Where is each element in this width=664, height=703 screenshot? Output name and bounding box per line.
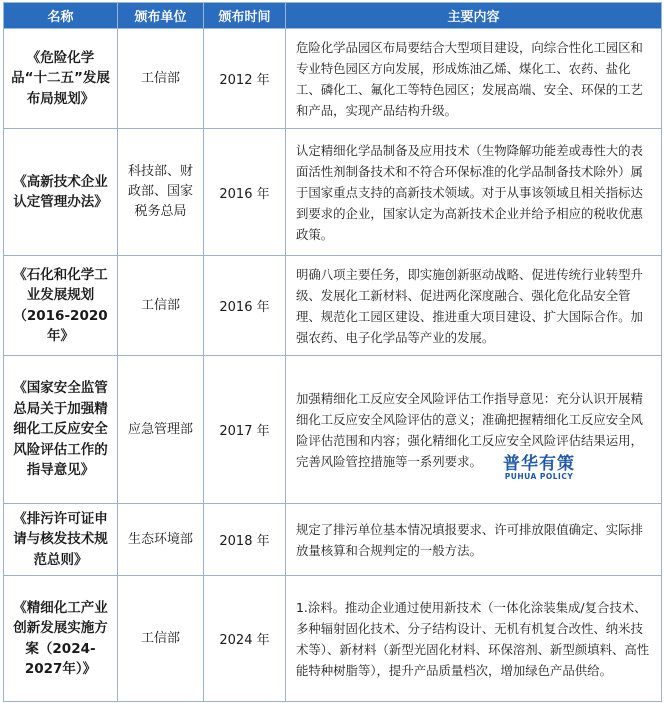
main-content: 认定精细化学品制备及应用技术（生物降解功能差或毒性大的表面活性剂制备技术和不符合环保标准的化学品制备技术除外）属于国家重点支持的高新技术领域。对于从事该领域且相关指标达到要求的企业，国家认定为高新技术企业并给予相应的税收优惠政策。 (286, 129, 662, 256)
issue-date: 2012 年 (204, 29, 286, 129)
table-row (4, 256, 662, 356)
issue-date: 2024 年 (204, 576, 286, 702)
issuing-unit: 工信部 (118, 256, 204, 356)
issuing-unit: 工信部 (118, 576, 204, 702)
main-content: 规定了排污单位基本情况填报要求、许可排放限值确定、实际排放量核算和合规判定的一般方法。 (286, 504, 662, 576)
policy-table (3, 2, 662, 702)
table-row (4, 576, 662, 702)
header-row (4, 3, 662, 29)
issuing-unit: 生态环境部 (118, 504, 204, 576)
issue-date: 2016 年 (204, 129, 286, 256)
table-body (4, 29, 662, 702)
policy-name: 《排污许可证申请与核发技术规范总则》 (4, 504, 118, 576)
header-content: 主要内容 (286, 3, 662, 29)
main-content: 明确八项主要任务，即实施创新驱动战略、促进传统行业转型升级、发展化工新材料、促进两化深度融合、强化危化品安全管理、规范化工园区建设、推进重大项目建设、扩大国际合作。加强农药、电子化学品等产业的发展。 (286, 256, 662, 356)
main-content: 危险化学品园区布局要结合大型项目建设，向综合性化工园区和专业特色园区方向发展，形成炼油乙烯、煤化工、农药、盐化工、磷化工、氟化工等特色园区；发展高端、安全、环保的工艺和产品，实现产品结构升级。 (286, 29, 662, 129)
table-row (4, 129, 662, 256)
issuing-unit: 科技部、财政部、国家税务总局 (118, 129, 204, 256)
header-name: 名称 (4, 3, 118, 29)
table-row (4, 356, 662, 504)
main-content: 1.涂料。推动企业通过使用新技术（一体化涂装集成/复合技术、多种辐射固化技术、分子结构设计、无机有机复合改性、纳米技术等）、新材料（新型光固化材料、环保溶剂、新型颜填料、高性能特种树脂等），提升产品质量档次，增加绿色产品供给。 (286, 576, 662, 702)
issuing-unit: 工信部 (118, 29, 204, 129)
policy-name: 《石化和化学工业发展规划（2016-2020年》 (4, 256, 118, 356)
policy-name: 《精细化工产业创新发展实施方案（2024-2027年）》 (4, 576, 118, 702)
table-header (4, 3, 662, 29)
issuing-unit: 应急管理部 (118, 356, 204, 504)
table-row (4, 504, 662, 576)
policy-name: 《国家安全监管总局关于加强精细化工反应安全风险评估工作的指导意见》 (4, 356, 118, 504)
watermark-cn: 普华有策 (503, 454, 575, 474)
policy-name: 《高新技术企业认定管理办法》 (4, 129, 118, 256)
watermark-en: PUHUA POLICY (504, 472, 574, 481)
issue-date: 2016 年 (204, 256, 286, 356)
issue-date: 2017 年 (204, 356, 286, 504)
header-date: 颁布时间 (204, 3, 286, 29)
policy-name: 《危险化学品“十二五”发展布局规划》 (4, 29, 118, 129)
main-content: 加强精细化工反应安全风险评估工作指导意见：充分认识开展精细化工反应安全风险评估的意义；准确把握精细化工反应安全风险评估范围和内容；强化精细化工反应安全风险评估结果运用，完善风险管控措施等一系列要求。 (286, 356, 662, 504)
header-unit: 颁布单位 (118, 3, 204, 29)
table-row (4, 29, 662, 129)
issue-date: 2018 年 (204, 504, 286, 576)
